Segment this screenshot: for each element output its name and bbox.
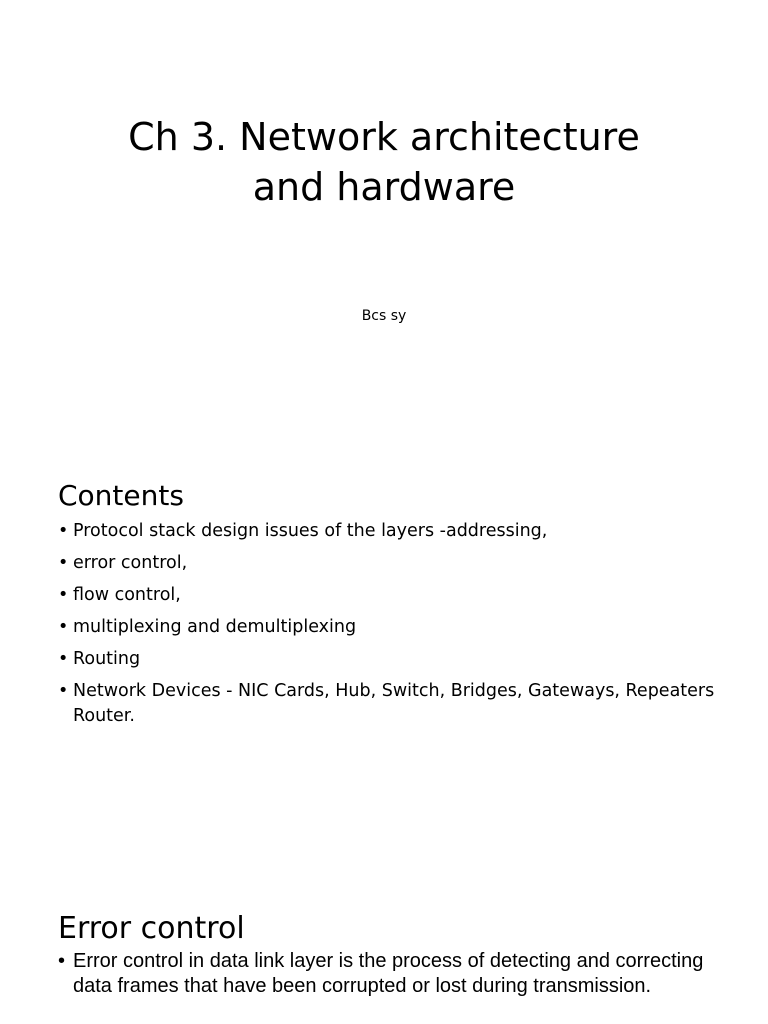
list-item: • flow control, [58, 583, 718, 608]
contents-slide [0, 440, 768, 880]
title-slide [0, 0, 768, 440]
error-control-heading: Error control [58, 911, 245, 946]
error-control-list [58, 949, 718, 999]
slide-title-line-1: Ch 3. Network architecture [128, 115, 640, 159]
contents-heading: Contents [58, 479, 184, 512]
list-item: • Network Devices - NIC Cards, Hub, Switch, Bridges, Gateways, Repeaters Router. [58, 679, 718, 729]
error-control-slide [0, 880, 768, 1024]
slide-subtitle: Bcs sy [361, 308, 407, 324]
contents-list [58, 519, 718, 736]
list-item: • error control, [58, 551, 718, 576]
slide-title-line-2: and hardware [252, 165, 516, 209]
list-item: • Protocol stack design issues of the layers -addressing, [58, 519, 718, 544]
list-item: • Error control in data link layer is the process of detecting and correcting data frames that have been corrupted or lost during transmission. [58, 949, 718, 999]
list-item: • multiplexing and demultiplexing [58, 615, 718, 640]
slide-title [60, 112, 708, 212]
list-item: • Routing [58, 647, 718, 672]
